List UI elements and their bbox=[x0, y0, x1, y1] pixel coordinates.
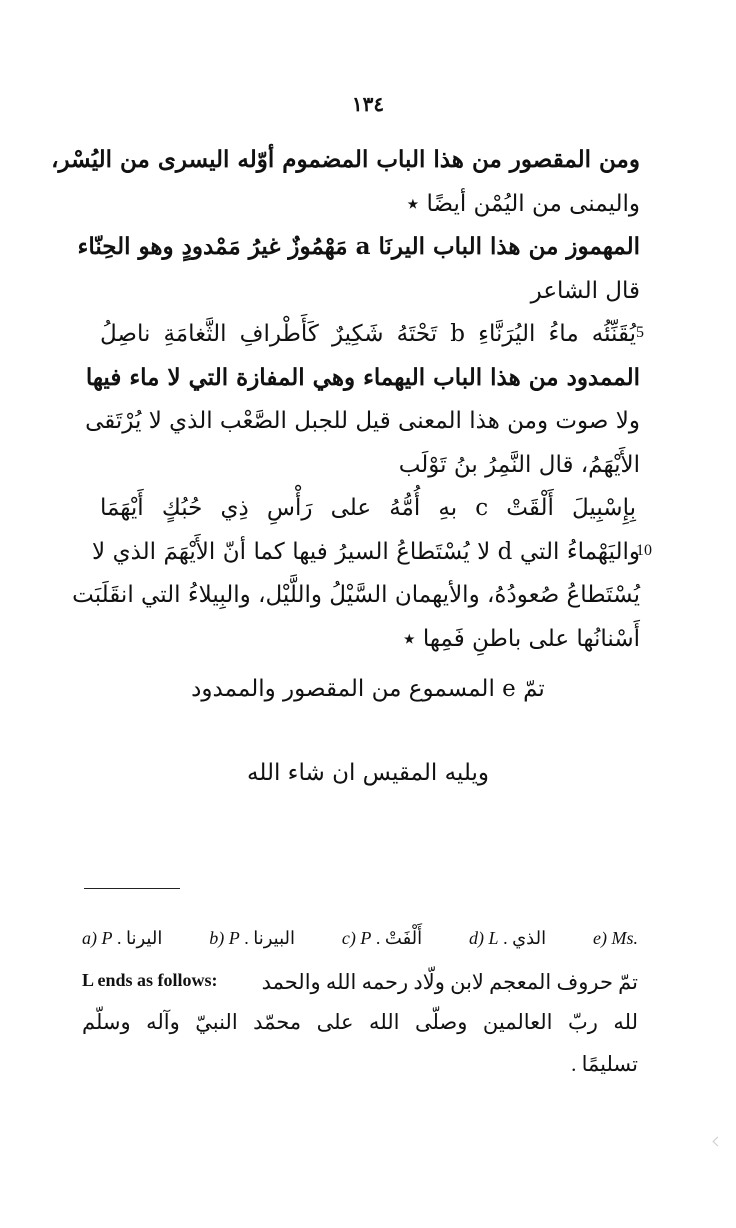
footnote-l-arabic-3: تسليمًا . bbox=[571, 1052, 638, 1076]
footnote-rule bbox=[84, 888, 180, 889]
colophon-line-2: ويليه المقيس ان شاء الله bbox=[247, 760, 489, 786]
text-line: بِإِسْبِيلَ أَلْقَتْ c بهِ أُمُّهُ على رَأْسِ ذِي حُبُكٍ أَيْهَمَا bbox=[100, 495, 636, 521]
text-line: يُقَنِّئُه ماءُ اليُرَنَّاءِ b تَحْتَهُ شَكِيرٌ كَأَطْرافِ الثَّغامَةِ ناصِلُ bbox=[100, 321, 636, 347]
text-line: قال الشاعر bbox=[530, 278, 640, 304]
footnote-l-arabic-1: تمّ حروف المعجم لابن ولّاد رحمه الله والحمد bbox=[261, 970, 638, 994]
footnote-l-ends-label: L ends as follows: bbox=[82, 970, 218, 990]
text-line: الأَيْهَمُ، قال النَّمِرُ بنُ تَوْلَب bbox=[398, 452, 640, 478]
text-line: المهموز من هذا الباب اليرنَا a مَهْمُوزٌ غيرُ مَمْدودٍ وهو الحِنّاء bbox=[77, 233, 640, 260]
footnote-e: e) Ms. bbox=[592, 928, 638, 948]
text-line: ولا صوت ومن هذا المعنى قيل للجبل الصَّعْب الذي لا يُرْتَقى bbox=[85, 408, 640, 434]
colophon-line-1: تمّ e المسموع من المقصور والممدود bbox=[191, 676, 545, 702]
footnote-b: b) P البيرنا . bbox=[209, 928, 296, 948]
text-line: واليمنى من اليُمْن أيضًا ٭ bbox=[406, 191, 640, 217]
line-number: 5 bbox=[636, 324, 644, 341]
footnote-a: a) P اليرنا . bbox=[82, 928, 163, 948]
footnote-d: d) L الذي . bbox=[469, 928, 547, 948]
text-line: الممدود من هذا الباب اليهماء وهي المفازة التي لا ماء فيها bbox=[85, 364, 640, 391]
footnote-l-arabic-2: لله ربّ العالمين وصلّى الله على محمّد النبيّ وآله وسلّم bbox=[82, 1010, 638, 1034]
page-number: ١٣٤ bbox=[351, 92, 385, 116]
text-line: واليَهْماءُ التي d لا يُسْتَطاعُ السيرُ فيها كما أنّ الأَيْهَمَ الذي لا bbox=[92, 539, 640, 565]
footnote-c: c) P أَلْفَتْ . bbox=[341, 928, 423, 948]
footnote-row-l-ends bbox=[82, 970, 638, 995]
text-line: أَسْنانُها على باطنِ فَمِها ٭ bbox=[402, 626, 640, 652]
footnote-row-variants bbox=[82, 928, 638, 949]
line-number: 10 bbox=[636, 542, 652, 559]
text-line: يُسْتَطاعُ صُعودُهُ، والأيهمان السَّيْلُ واللَّيْل، والبِيلاءُ التي انقَلَبَت bbox=[72, 582, 640, 608]
text-line: ومن المقصور من هذا الباب المضموم أوّله اليسرى من اليُسْر، bbox=[51, 146, 640, 173]
page-corner-mark bbox=[713, 1137, 723, 1147]
